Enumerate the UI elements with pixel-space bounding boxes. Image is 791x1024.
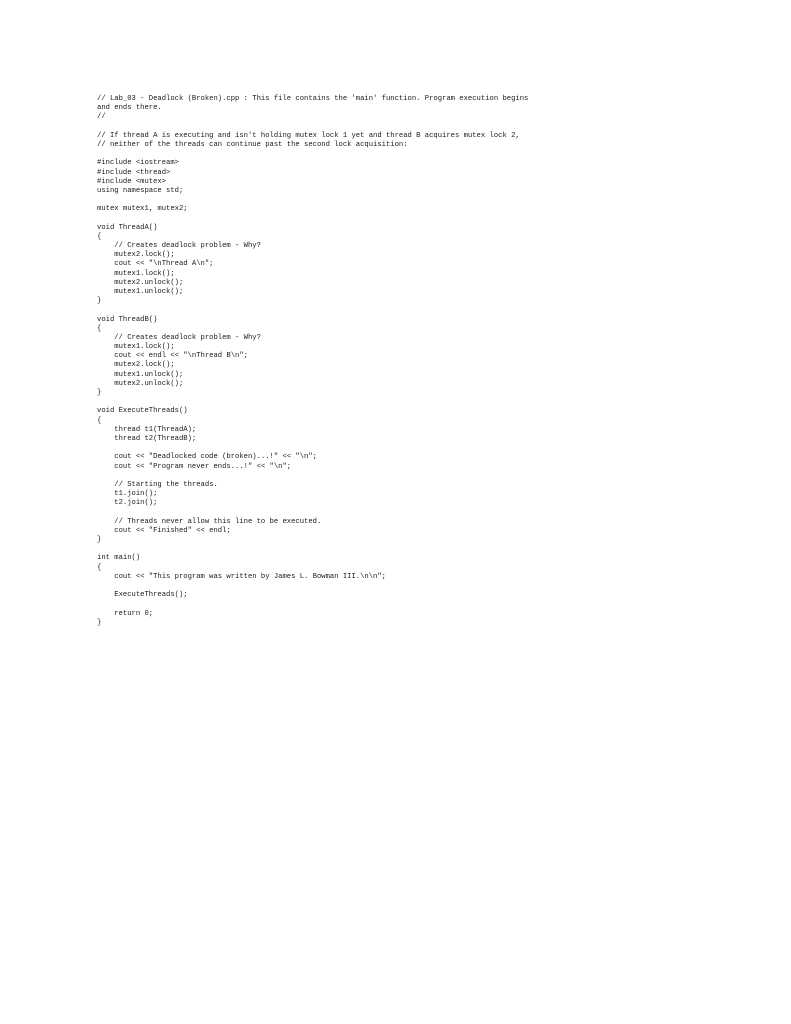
code-line: and ends there. [97, 104, 162, 113]
code-line: { [97, 416, 102, 425]
code-line: #include <thread> [97, 168, 171, 177]
code-line [97, 398, 757, 407]
code-line: } [97, 618, 102, 627]
code-line: // Starting the threads. [97, 480, 218, 489]
code-line: // [97, 113, 106, 122]
code-line [97, 444, 757, 453]
code-line: ExecuteThreads(); [97, 591, 188, 600]
code-line: void ThreadA() [97, 223, 158, 232]
code-line: mutex1.lock(); [97, 343, 175, 352]
code-line: mutex2.unlock(); [97, 278, 184, 287]
code-line [97, 472, 757, 481]
code-listing [97, 95, 757, 628]
code-line: cout << "\nThread A\n"; [97, 260, 214, 269]
code-line: } [97, 297, 102, 306]
code-line [97, 545, 757, 554]
code-line [97, 214, 757, 223]
code-line: mutex2.lock(); [97, 361, 175, 370]
code-line: mutex1.unlock(); [97, 287, 184, 296]
code-line: int main() [97, 554, 141, 563]
code-line: { [97, 232, 102, 241]
code-line: // If thread A is executing and isn't holding mutex lock 1 yet and thread B acquires mutex lock 2, [97, 131, 520, 140]
code-line: cout << "This program was written by James L. Bowman III.\n\n"; [97, 572, 386, 581]
code-line: void ThreadB() [97, 315, 158, 324]
code-line: } [97, 536, 102, 544]
code-line: cout << "Program never ends...!" << "\n"; [97, 462, 292, 471]
code-line [97, 306, 757, 315]
code-line [97, 600, 757, 609]
code-line [97, 150, 757, 159]
code-line: using namespace std; [97, 186, 184, 195]
code-line: thread t1(ThreadA); [97, 425, 197, 434]
code-line: mutex2.unlock(); [97, 379, 184, 388]
code-line: void ExecuteThreads() [97, 407, 188, 416]
code-line: #include <iostream> [97, 159, 179, 168]
code-line: // Lab_03 - Deadlock (Broken).cpp : This file contains the 'main' function. Program execution begins [97, 95, 529, 103]
code-line: cout << endl << "\nThread B\n"; [97, 352, 248, 361]
code-line: // Threads never allow this line to be executed. [97, 517, 322, 526]
code-line: mutex mutex1, mutex2; [97, 205, 188, 214]
code-line: } [97, 389, 102, 397]
code-line: #include <mutex> [97, 177, 167, 186]
code-line [97, 508, 757, 517]
code-line: t2.join(); [97, 499, 158, 508]
code-line [97, 582, 757, 591]
code-line: { [97, 324, 102, 333]
code-line: // neither of the threads can continue past the second lock acquisition: [97, 140, 408, 149]
code-line: cout << "Deadlocked code (broken)...!" << "\n"; [97, 453, 317, 462]
code-line: mutex1.unlock(); [97, 370, 184, 379]
code-line: return 0; [97, 609, 154, 618]
code-line: t1.join(); [97, 490, 158, 499]
code-line [97, 123, 757, 132]
code-line: // Creates deadlock problem - Why? [97, 242, 261, 250]
code-line: thread t2(ThreadB); [97, 434, 197, 443]
code-line [97, 196, 757, 205]
code-line: { [97, 563, 102, 572]
code-line: mutex1.lock(); [97, 269, 175, 278]
code-line: mutex2.lock(); [97, 251, 175, 260]
code-line: cout << "Finished" << endl; [97, 526, 231, 535]
code-line: // Creates deadlock problem - Why? [97, 333, 261, 342]
